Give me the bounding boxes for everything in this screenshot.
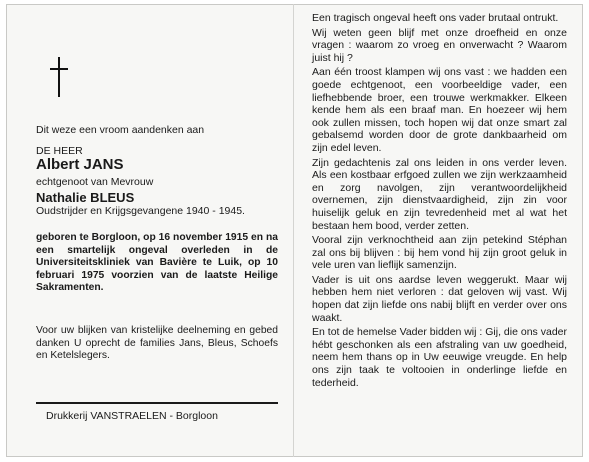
paragraph: En tot de hemelse Vader bidden wij : Gij, die ons vader hébt geschonken als een afstraling van uw goedheid, neem hem thans op in Uw eeuwige vreugde. En help ons zijn taak te voltooien in onderlinge liefde en tederheid. <box>312 326 567 389</box>
biography-text: geboren te Borgloon, op 16 november 1915 en na een smartelijk ongeval overleden in de Universiteitskliniek van Bavière te Luik, op 10 februari 1975 voorzien van de laatste Heilige Sakramenten. <box>36 232 278 294</box>
service-text: Oudstrijder en Krijgsgevangene 1940 - 1945. <box>36 205 245 217</box>
card-fold <box>293 4 294 457</box>
spouse-label: echtgenoot van Mevrouw <box>36 176 154 188</box>
paragraph: Aan één troost klampen wij ons vast : we hadden een goede echtgenoot, een voorbeeldige vader, een liefhebbende broer, een trouwe werkmakker. Elkeen kende hem als een braaf man. En hoezeer wij hem ook zullen missen, toch hopen wij dat onze smart zal gebalsemd worden door de grote dankbaarheid om zijn edel leven. <box>312 66 567 154</box>
paragraph: Een tragisch ongeval heeft ons vader brutaal ontrukt. <box>312 12 559 24</box>
paragraph: Wij weten geen blijf met onze droefheid en onze vragen : waarom zo vroeg en onverwacht ? Waarom juist hij ? <box>312 26 567 64</box>
paragraph: Vooral zijn verknochtheid aan zijn petekind Stéphan zal ons bij blijven : bij hem vond hij zijn groot geluk in vele uren van lieflijk samenzijn. <box>312 234 567 272</box>
right-panel <box>312 12 567 391</box>
intro-text: Dit weze een vroom aandenken aan <box>36 124 205 136</box>
thanks-text: Voor uw blijken van kristelijke deelneming en gebed danken U oprecht de families Jans, Bleus, Schoefs en Ketelslegers. <box>36 325 278 362</box>
title-text: DE HEER <box>36 145 83 157</box>
left-panel <box>36 0 284 453</box>
printer-text: Drukkerij VANSTRAELEN - Borgloon <box>46 410 218 422</box>
spouse-name: Nathalie BLEUS <box>36 190 135 205</box>
paragraph: Zijn gedachtenis zal ons leiden in ons verder leven. Als een kostbaar erfgoed zullen we zijn werkzaamheid en zorg navolgen, zijn verantwoordelijkheid overnemen, zijn dienstvaardigheid, zijn zin voor huiselijk geluk en zijn tevredenheid met al wat het bestaan hem bood, verder zetten. <box>312 156 567 232</box>
deceased-name: Albert JANS <box>36 156 124 173</box>
paragraph: Vader is uit ons aardse leven weggerukt. Maar wij hebben hem niet verloren : dat geloven wij vast. Wij hopen dat zijn liefde ons nabij blijft en verder over ons waakt. <box>312 273 567 324</box>
cross-icon <box>50 57 68 97</box>
divider <box>36 402 278 404</box>
